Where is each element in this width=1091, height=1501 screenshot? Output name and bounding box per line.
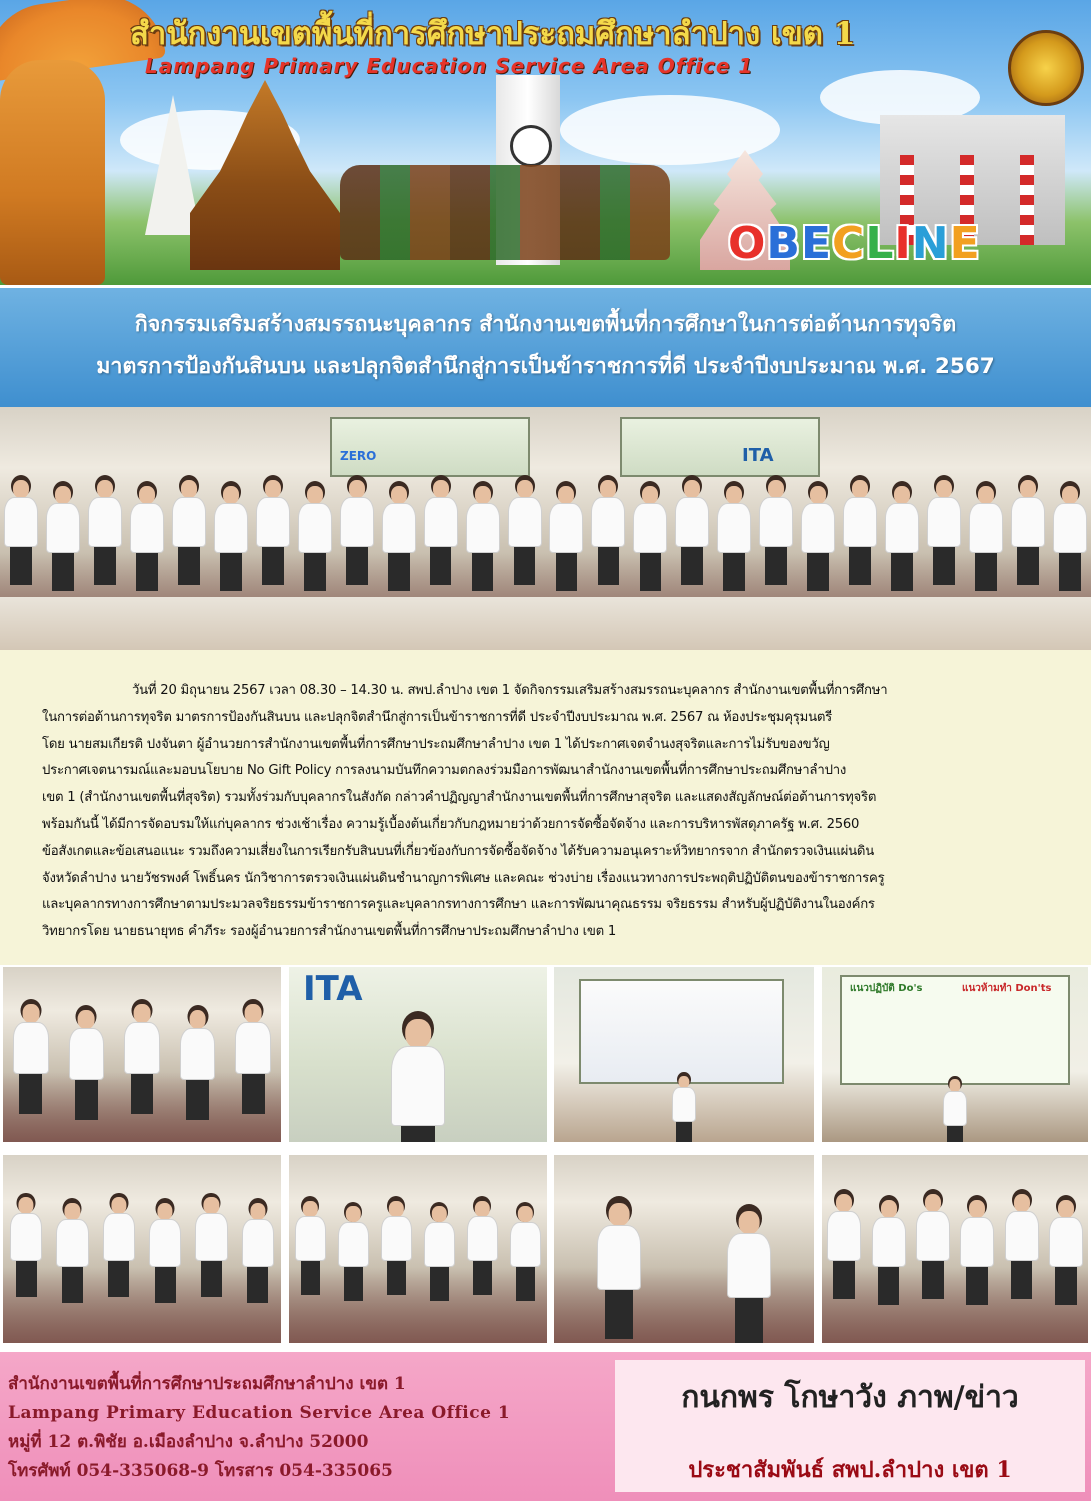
ita-sign: ITA [742, 445, 774, 466]
horse-carriage-illustration [340, 165, 670, 260]
projector-screen [579, 979, 784, 1084]
photo-audit-lecture [554, 967, 814, 1142]
banner-title-english: Lampang Primary Education Service Area Office 1 [145, 54, 754, 78]
participant-figure [597, 1196, 641, 1339]
participant-figure [130, 481, 164, 591]
stage-screen-left [330, 417, 530, 477]
obec-emblem-icon [1008, 30, 1084, 106]
participant-figure [1011, 475, 1045, 585]
header-banner [0, 0, 1091, 285]
participant-figure [124, 999, 160, 1115]
participant-figure [633, 481, 667, 591]
participant-figure [969, 481, 1003, 591]
participant-figure [943, 1076, 967, 1143]
projector-screen [840, 975, 1070, 1085]
donts-label: แนวห้ามทำ Don'ts [962, 983, 1052, 994]
participant-figure [916, 1189, 950, 1299]
article-line: โดย นายสมเกียรติ ปงจันตา ผู้อำนวยการสำนักงานเขตพื้นที่การศึกษาประถมศึกษาลำปาง เขต 1 ได้ประกาศเจตจำนงสุจริตและการไม่รับของขวัญ [42, 736, 830, 752]
participant-figure [927, 475, 961, 585]
participant-figure [549, 481, 583, 591]
headline-line-1: กิจกรรมเสริมสร้างสมรรถนะบุคลากร สำนักงานเขตพื้นที่การศึกษาในการต่อต้านการทุจริต [134, 312, 957, 337]
participant-figure [1053, 481, 1087, 591]
footer-phone: โทรศัพท์ 054-335068-9 โทรสาร 054-335065 [8, 1461, 393, 1481]
participant-figure [381, 1196, 412, 1295]
photo-staff-seated [289, 1155, 547, 1343]
participant-figure [46, 481, 80, 591]
article-line: ประกาศเจตนารมณ์และมอบนโยบาย No Gift Policy การลงนามบันทึกความตกลงร่วมมือการพัฒนาสำนักงานเขตพื้นที่การศึกษาประถมศึกษาลำปาง [42, 763, 847, 779]
participant-figure [256, 475, 290, 585]
participant-figure [827, 1189, 861, 1299]
participant-figure [69, 1005, 105, 1121]
participant-figure [88, 475, 122, 585]
participant-figure [843, 475, 877, 585]
participant-figure [195, 1193, 227, 1298]
participant-figure [13, 999, 49, 1115]
monk-statue-illustration [0, 60, 105, 285]
obecline-logo [728, 218, 981, 269]
front-table [0, 597, 1091, 650]
article-line: ข้อสังเกตและข้อเสนอแนะ รวมถึงความเสี่ยงในการเรียกรับสินบนที่เกี่ยวข้องกับการจัดซื้อจัดจ้าง ได้รับความอนุเคราะห์วิทยากรจาก สำนักตรวจเงินแผ่นดิน [42, 843, 875, 859]
article-line: จังหวัดลำปาง นายวัชรพงศ์ โพธิ์นคร นักวิชาการตรวจเงินแผ่นดินชำนาญการพิเศษ และคณะ ช่วงบ่าย เรื่องแนวทางการประพฤติปฏิบัติตนของข้าราชการครู [42, 870, 885, 886]
footer-office-english: Lampang Primary Education Service Area Office 1 [8, 1403, 511, 1423]
obecline-letter: L [865, 218, 895, 269]
participant-figure [295, 1196, 326, 1295]
participant-figure [467, 1196, 498, 1295]
photo-news-credit: กนกพร โกษาวัง ภาพ/ข่าว [681, 1380, 1019, 1415]
chimney [1020, 155, 1034, 245]
participant-figure [56, 1198, 88, 1303]
headline-line-2: มาตรการป้องกันสินบน และปลุกจิตสำนึกสู่การเป็นข้าราชการที่ดี ประจำปีงบประมาณ พ.ศ. 2567 [96, 354, 995, 379]
obecline-letter: C [832, 218, 866, 269]
photo-executives-seated [3, 1155, 281, 1343]
participant-figure [727, 1204, 771, 1343]
article-line: ในการต่อต้านการทุจริต มาตรการป้องกันสินบน และปลุกจิตสำนึกสู่การเป็นข้าราชการที่ดี ประจำปีงบประมาณ พ.ศ. 2567 ณ ห้องประชุมคุรุมนตรี [42, 709, 832, 725]
article-line: วันที่ 20 มิถุนายน 2567 เวลา 08.30 – 14.30 น. สพป.ลำปาง เขต 1 จัดกิจกรรมเสริมสร้างสมรรถนะบุคลากร สำนักงานเขตพื้นที่การศึกษา [132, 683, 888, 698]
participant-figure [382, 481, 416, 591]
participant-figure [10, 1193, 42, 1298]
main-group-photo [0, 407, 1091, 650]
participant-figure [180, 1005, 216, 1121]
participant-figure [960, 1195, 994, 1305]
participant-figure [591, 475, 625, 585]
participant-figure [298, 481, 332, 591]
pr-unit-label: ประชาสัมพันธ์ สพป.ลำปาง เขต 1 [688, 1457, 1012, 1483]
photo-two-participants [554, 1155, 814, 1343]
obecline-letter: I [894, 218, 912, 269]
footer-address: หมู่ที่ 12 ต.พิชัย อ.เมืองลำปาง จ.ลำปาง 52000 [8, 1432, 369, 1452]
article-line: วิทยากรโดย นายธนายุทธ คำภีระ รองผู้อำนวยการสำนักงานเขตพื้นที่การศึกษาประถมศึกษาลำปาง เขต 1 [42, 924, 616, 940]
article-line: เขต 1 (สำนักงานเขตพื้นที่สุจริต) รวมทั้งร่วมกับบุคลากรในสังกัด กล่าวคำปฏิญญาสำนักงานเขตพื้นที่การศึกษาสุจริต และแสดงสัญลักษณ์ต่อต้านการทุจริต [42, 790, 877, 806]
footer [0, 1352, 1091, 1501]
participant-figure [672, 1072, 696, 1142]
participant-figure [103, 1193, 135, 1298]
participant-figure [340, 475, 374, 585]
photo-ethics-lecture [822, 967, 1088, 1142]
obecline-letter: E [800, 218, 833, 269]
obecline-letter: O [728, 218, 767, 269]
participant-figure [172, 475, 206, 585]
participant-figure [424, 475, 458, 585]
participant-figure [1049, 1195, 1083, 1305]
ita-sign: ITA [303, 969, 363, 1009]
participant-figure [872, 1195, 906, 1305]
participant-figure [759, 475, 793, 585]
participant-figure [338, 1202, 369, 1301]
participant-figure [1005, 1189, 1039, 1299]
article-line: พร้อมกันนี้ ได้มีการจัดอบรมให้แก่บุคลากร ช่วงเช้าเรื่อง ความรู้เบื้องต้นเกี่ยวกับกฎหมายว่าด้วยการจัดซื้อจัดจ้าง และการบริหารพัสดุภาครัฐ พ.ศ. 2560 [42, 816, 860, 832]
temple-illustration [190, 80, 340, 270]
zero-sign: ZERO [340, 449, 377, 463]
participant-figure [508, 475, 542, 585]
article-line: และบุคลากรทางการศึกษาตามประมวลจริยธรรมข้าราชการครูและบุคลากรทางการศึกษา และการพัฒนาคุณธรรม จริยธรรม สำหรับผู้ปฏิบัติงานในองค์กร [42, 897, 875, 913]
participant-figure [801, 481, 835, 591]
photo-registration-desk [822, 1155, 1088, 1343]
participant-figure [466, 481, 500, 591]
participant-figure [510, 1202, 541, 1301]
obecline-letter: E [949, 218, 981, 269]
stage-screen-right [620, 417, 820, 477]
footer-office-thai: สำนักงานเขตพื้นที่การศึกษาประถมศึกษาลำปาง เขต 1 [8, 1374, 406, 1394]
participant-figure [717, 481, 751, 591]
photo-director-speech [289, 967, 547, 1142]
footer-address-block [0, 1370, 600, 1486]
banner-title-thai: สำนักงานเขตพื้นที่การศึกษาประถมศึกษาลำปาง เขต 1 [130, 16, 856, 52]
credit-box [615, 1360, 1085, 1492]
participant-figure [242, 1198, 274, 1303]
obecline-letter: N [911, 218, 950, 269]
participant-figure [4, 475, 38, 585]
participant-figure [149, 1198, 181, 1303]
news-headline [0, 285, 1091, 407]
participant-figure [885, 481, 919, 591]
photo-signing-ceremony [3, 967, 281, 1142]
participant-figure [214, 481, 248, 591]
participant-figure [675, 475, 709, 585]
dos-label: แนวปฏิบัติ Do's [850, 983, 923, 994]
participant-figure [424, 1202, 455, 1301]
participant-figure [235, 999, 271, 1115]
obecline-letter: B [766, 218, 801, 269]
news-article [0, 650, 1091, 965]
participant-figure [391, 1011, 445, 1142]
